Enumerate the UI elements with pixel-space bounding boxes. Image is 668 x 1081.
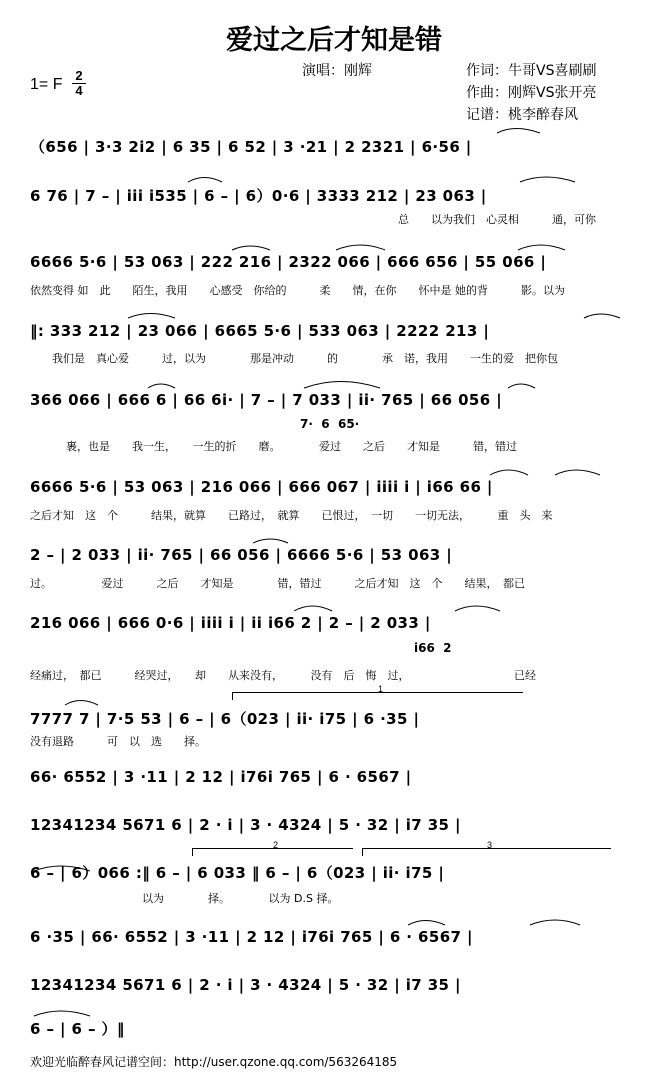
notation-line: 2 – | 2 033 | ii· 765 | 66 056 | 6666 5·6 | 53 063 | [30,546,453,564]
footer-note: 欢迎光临醉春风记谱空间：http://user.qzone.qq.com/563264185 [30,1055,398,1069]
lyric-line: 依然变得 如 此 陌生，我用 心感受 你给的 柔 情，在你 怀中是 她的背 影。以为 [30,284,565,297]
slur [530,920,580,925]
notation-line: 216 066 | 666 0·6 | iiii i | ii i66 2 | 2 – | 2 033 | [30,614,431,632]
lyricist-credit: 作词：牛哥VS喜刷刷 [466,63,597,79]
notation-line: 12341234 5671 6 | 2 · i | 3 · 4324 | 5 · 32 | i7 35 | [30,816,461,834]
slur [188,178,222,183]
inline-note: 7· 6 65· [300,417,360,431]
slur [584,314,620,318]
lyric-line: 以为 择。 以为 D.S 择。 [142,892,339,905]
lyric-line: 没有退路 可 以 选 择。 [30,735,206,748]
slur [294,606,332,611]
slur [555,470,600,475]
lyric-line: 过。 爱过 之后 才知是 错，错过 之后才知 这 个 结果， 都已 [30,577,525,590]
notation-line: 66· 6552 | 3 ·11 | 2 12 | i76i 765 | 6 · 6567 | [30,768,412,786]
slur [336,245,385,250]
slur [497,129,540,134]
song-title: 爱过之后才知是错 [226,25,442,56]
notation-line: （656 | 3·3 2i2 | 6 35 | 6 52 | 3 ·21 | 2 2321 | 6·56 | [30,138,472,156]
slur [65,701,98,706]
slur [408,921,445,926]
transcriber-credit: 记谱：桃李醉春风 [466,107,578,123]
slur [520,177,575,182]
notation-line: 6666 5·6 | 53 063 | 216 066 | 666 067 | iiii i | i66 66 | [30,478,493,496]
slur [304,382,380,389]
singer-credit: 演唱：刚辉 [302,62,372,78]
slur [148,384,175,388]
notation-line: 12341234 5671 6 | 2 · i | 3 · 4324 | 5 · 32 | i7 35 | [30,976,461,994]
slur [455,606,500,611]
slur [34,1011,90,1016]
slur [508,384,535,388]
key-signature: 1= F [30,76,63,93]
slur [518,245,565,250]
notation-line: 6 – | 6）066 :‖ 6 – | 6 033 ‖ 6 – | 6（023 | ii· i75 | [30,864,445,882]
lyric-line: 总 以为我们 心灵相 通，可你 [398,213,596,226]
notation-line: 6 – | 6 – ）‖ [30,1020,125,1038]
notation-line: 366 066 | 666 6 | 66 6i· | 7 – | 7 033 | ii· 765 | 66 056 | [30,391,503,409]
volta-3-label: 3 [487,840,493,850]
slur [128,314,175,319]
slur [34,866,90,871]
lyric-line: 之后才知 这 个 结果，就算 已路过， 就算 已恨过， 一切 一切无法， 重 头 来 [30,509,553,522]
volta-1-label: 1 [378,684,384,694]
slur [490,470,528,475]
notation-line: 6666 5·6 | 53 063 | 222 216 | 2322 066 | 666 656 | 55 066 | [30,253,547,271]
time-signature-bottom: 4 [75,83,83,98]
lyric-line: 经痛过， 都已 经哭过， 却 从来没有， 没有 后 悔 过， 已经 [30,669,536,682]
inline-note: i66 2 [414,641,452,655]
volta-2-label: 2 [273,840,279,850]
time-signature-top: 2 [75,68,83,83]
notation-line: 6 76 | 7 – | iii i535 | 6 – | 6）0·6 | 3333 212 | 23 063 | [30,187,487,205]
lyric-line: 我们是 真心爱 过，以为 那是冲动 的 承 诺，我用 一生的爱 把你包 [52,352,558,365]
slur [232,246,270,250]
notation-line: 7777 7 | 7·5 53 | 6 – | 6（023 | ii· i75 | 6 ·35 | [30,710,420,728]
slur [253,539,288,543]
lyric-line: 裹，也是 我一生， 一生的折 磨。 爱过 之后 才知是 错，错过 [66,440,517,453]
composer-credit: 作曲：刚辉VS张开亮 [466,85,597,101]
notation-line: 6 ·35 | 66· 6552 | 3 ·11 | 2 12 | i76i 765 | 6 · 6567 | [30,928,473,946]
notation-line: ‖: 333 212 | 23 066 | 6665 5·6 | 533 063 | 2222 213 | [30,322,490,340]
